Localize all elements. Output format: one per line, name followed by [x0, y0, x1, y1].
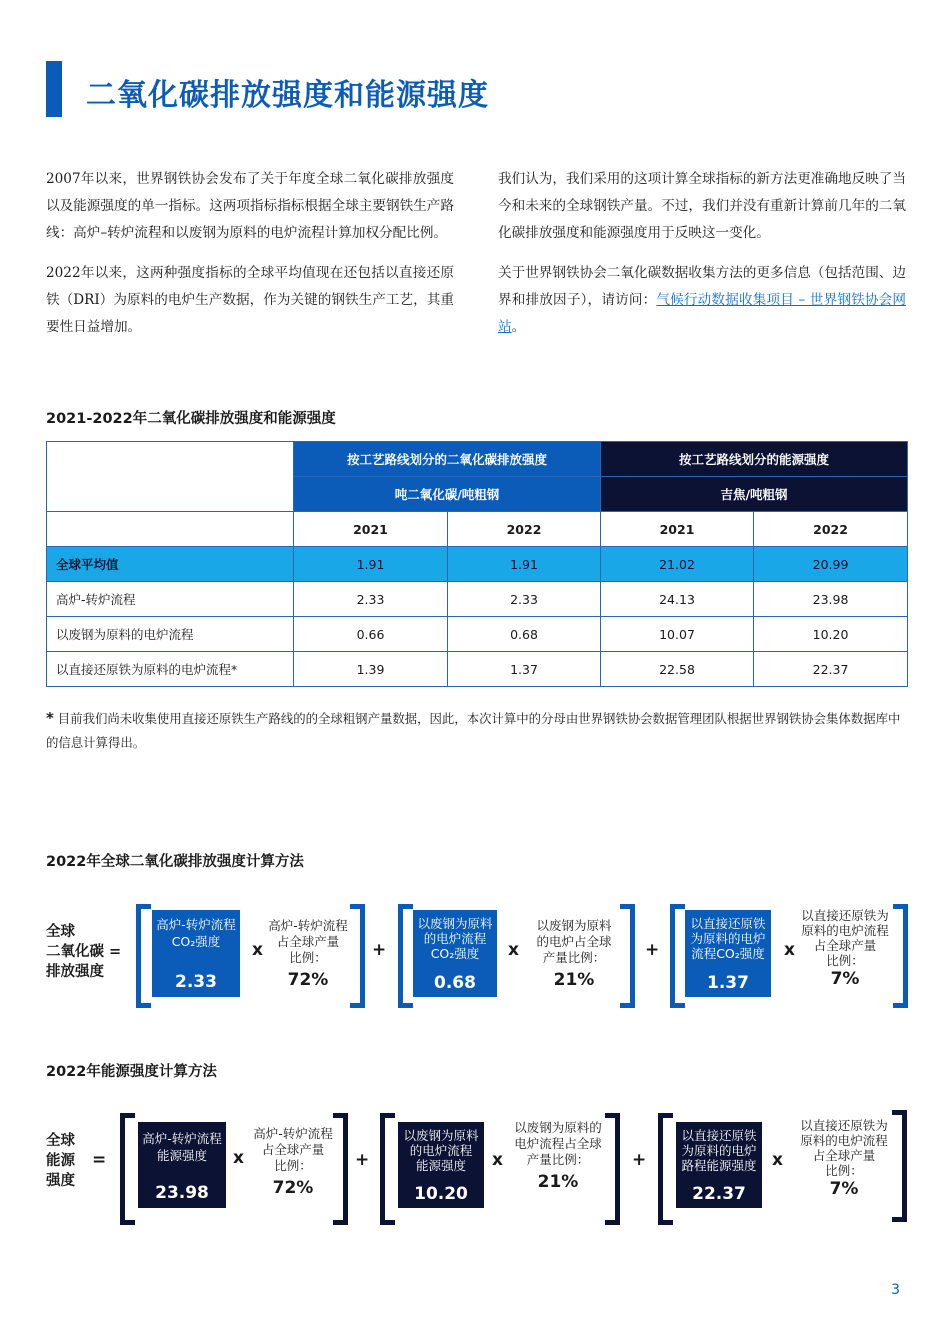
dri-eaf-co2-intensity-box — [685, 910, 771, 997]
multiply-sign: x — [784, 940, 795, 960]
year-header: 2022 — [754, 512, 908, 547]
footnote-text: 目前我们尚未收集使用直接还原铁生产路线的的全球粗钢产量数据，因此，本次计算中的分母由世界钢铁协会数据管理团队根据世界钢铁协会集体数据库中的信息计算得出。 — [46, 711, 901, 750]
left-bracket — [398, 904, 413, 1008]
share-percent: 21% — [537, 1172, 579, 1192]
table-cell: 21.02 — [601, 547, 754, 582]
unit-co2: 吨二氧化碳/吨粗钢 — [294, 477, 601, 512]
plus-sign: + — [632, 1150, 647, 1170]
box-value: 23.98 — [155, 1183, 209, 1203]
bf-bof-energy-intensity-box — [138, 1122, 226, 1208]
bf-bof-share-text — [247, 1126, 339, 1196]
box-line: 为原料的电炉 — [690, 931, 766, 946]
desc-line: 比例： — [289, 950, 327, 965]
box-line: 以废钢为原料 — [417, 916, 493, 931]
dri-eaf-share-text — [792, 1118, 896, 1197]
plus-sign: + — [645, 940, 660, 960]
year-header: 2022 — [448, 512, 601, 547]
box-value: 2.33 — [175, 972, 217, 992]
multiply-sign: x — [772, 1150, 783, 1170]
left-bracket — [670, 904, 685, 1008]
desc-line: 以废钢为原料的 — [514, 1120, 602, 1135]
label-line: 全球 — [46, 1133, 75, 1149]
year-header: 2021 — [601, 512, 754, 547]
table-cell: 23.98 — [754, 582, 908, 617]
header-co2-intensity: 按工艺路线划分的二氧化碳排放强度 — [294, 442, 601, 477]
scrap-eaf-share-text — [508, 1120, 608, 1190]
box-value: 22.37 — [692, 1184, 746, 1204]
intro-paragraph-4 — [498, 260, 906, 341]
climate-action-data-link[interactable]: 气候行动数据收集项目 – 世界钢铁协会网站 — [498, 292, 906, 335]
right-bracket — [893, 904, 908, 1008]
desc-line: 占全球产量 — [276, 934, 340, 949]
box-line: CO₂强度 — [430, 946, 480, 961]
table-cell: 1.39 — [294, 652, 448, 687]
share-percent: 21% — [553, 970, 595, 990]
desc-line: 比例： — [274, 1158, 312, 1173]
table-row-scrap-eaf — [47, 617, 908, 652]
intensity-table — [46, 441, 908, 687]
desc-line: 以废钢为原料 — [536, 918, 612, 933]
table-cell: 1.91 — [294, 547, 448, 582]
table-cell: 10.20 — [754, 617, 908, 652]
multiply-sign: x — [233, 1148, 244, 1168]
multiply-sign: x — [508, 940, 519, 960]
desc-line: 的电炉占全球 — [536, 934, 612, 949]
desc-line: 占全球产量 — [813, 938, 877, 953]
desc-line: 以直接还原铁为 — [800, 1118, 888, 1133]
row-label: 以直接还原铁为原料的电炉流程* — [47, 652, 294, 687]
left-bracket — [380, 1113, 395, 1225]
intro-paragraph-4-end: 。 — [511, 319, 526, 335]
table-row-global-average — [47, 547, 908, 582]
box-line: 以直接还原铁 — [681, 1128, 757, 1143]
box-line: 的电炉流程 — [409, 1143, 473, 1158]
desc-line: 原料的电炉流程 — [801, 923, 889, 938]
share-percent: 72% — [272, 1178, 314, 1198]
header-energy-intensity: 按工艺路线划分的能源强度 — [601, 442, 908, 477]
left-bracket — [136, 904, 151, 1008]
plus-sign: + — [355, 1150, 370, 1170]
desc-line: 高炉-转炉流程 — [268, 918, 348, 933]
desc-line: 比例： — [825, 1163, 863, 1178]
table-cell: 24.13 — [601, 582, 754, 617]
energy-formula-label — [46, 1131, 75, 1191]
desc-line: 高炉-转炉流程 — [253, 1126, 333, 1141]
share-percent: 7% — [829, 1179, 859, 1199]
scrap-eaf-co2-intensity-box — [413, 910, 497, 997]
table-cell: 20.99 — [754, 547, 908, 582]
multiply-sign: x — [252, 940, 263, 960]
intro-paragraph-2: 2022年以来，这两种强度指标的全球平均值现在还包括以直接还原铁（DRI）为原料的电炉生产数据，作为关键的钢铁生产工艺，其重要性日益增加。 — [46, 265, 454, 335]
box-line: 路程能源强度 — [681, 1158, 757, 1173]
box-line: 流程CO₂强度 — [691, 946, 765, 961]
intro-paragraph-3: 我们认为，我们采用的这项计算全球指标的新方法更准确地反映了当今和未来的全球钢铁产量。不过，我们并没有重新计算前几年的二氧化碳排放强度和能源强度用于反映这一变化。 — [498, 171, 906, 241]
box-line: 能源强度 — [415, 1158, 466, 1173]
intro-left-column — [46, 166, 454, 341]
desc-line: 占全球产量 — [812, 1148, 876, 1163]
label-line: 能源 — [46, 1153, 75, 1169]
table-cell: 0.68 — [448, 617, 601, 652]
energy-formula-title: 2022年能源强度计算方法 — [46, 1064, 217, 1080]
box-line: 能源强度 — [156, 1148, 207, 1163]
title-accent-bar — [46, 61, 62, 117]
table-cell: 0.66 — [294, 617, 448, 652]
row-label: 全球平均值 — [47, 547, 294, 582]
multiply-sign: x — [492, 1150, 503, 1170]
row-label: 高炉-转炉流程 — [47, 582, 294, 617]
dri-eaf-share-text — [793, 908, 897, 987]
share-percent: 72% — [287, 970, 329, 990]
desc-line: 电炉流程占全球 — [514, 1136, 602, 1151]
box-line: 高炉-转炉流程 — [156, 917, 236, 932]
page-number: 3 — [891, 1282, 900, 1298]
table-cell: 22.58 — [601, 652, 754, 687]
bf-bof-share-text — [262, 918, 354, 988]
desc-line: 以直接还原铁为 — [801, 908, 889, 923]
table-row-bf-bof — [47, 582, 908, 617]
year-header-empty — [47, 512, 294, 547]
page-title: 二氧化碳排放强度和能源强度 — [86, 78, 489, 113]
dri-eaf-energy-intensity-box — [676, 1122, 762, 1208]
desc-line: 原料的电炉流程 — [800, 1133, 888, 1148]
table-footnote — [46, 706, 908, 755]
left-bracket — [658, 1113, 673, 1225]
right-bracket — [605, 1113, 620, 1225]
right-bracket — [892, 1110, 907, 1222]
bf-bof-co2-intensity-box — [152, 910, 240, 997]
box-line: 为原料的电炉 — [681, 1143, 757, 1158]
desc-line: 占全球产量 — [261, 1142, 325, 1157]
left-bracket — [120, 1113, 135, 1225]
table-cell: 22.37 — [754, 652, 908, 687]
table-cell: 1.91 — [448, 547, 601, 582]
label-line: 全球 — [46, 924, 75, 940]
co2-formula-title: 2022年全球二氧化碳排放强度计算方法 — [46, 854, 304, 870]
box-line: 以废钢为原料 — [403, 1128, 479, 1143]
box-line: 以直接还原铁 — [690, 916, 766, 931]
footnote-star: * — [46, 709, 54, 727]
unit-energy: 吉焦/吨粗钢 — [601, 477, 908, 512]
share-percent: 7% — [830, 969, 860, 989]
desc-line: 产量比例： — [526, 1152, 590, 1167]
right-bracket — [333, 1113, 348, 1225]
box-line: 高炉-转炉流程 — [142, 1131, 222, 1146]
row-label: 以废钢为原料的电炉流程 — [47, 617, 294, 652]
co2-formula-label — [46, 922, 121, 982]
table-cell: 2.33 — [448, 582, 601, 617]
table-row-dri-eaf — [47, 652, 908, 687]
label-line: 二氧化碳 = — [46, 944, 122, 960]
table-corner-cell — [47, 442, 294, 512]
box-value: 1.37 — [707, 973, 749, 993]
box-line: CO₂强度 — [171, 934, 221, 949]
table-cell: 10.07 — [601, 617, 754, 652]
table-cell: 1.37 — [448, 652, 601, 687]
desc-line: 比例： — [826, 953, 864, 968]
intro-paragraph-4-text: 关于世界钢铁协会二氧化碳数据收集方法的更多信息（包括范围、边界和排放因子），请访问： — [498, 265, 906, 308]
box-value: 10.20 — [414, 1184, 468, 1204]
right-bracket — [350, 904, 365, 1008]
scrap-eaf-energy-intensity-box — [398, 1122, 484, 1208]
box-line: 的电炉流程 — [423, 931, 487, 946]
label-line: 强度 — [46, 1173, 75, 1189]
intro-paragraph-1: 2007年以来，世界钢铁协会发布了关于年度全球二氧化碳排放强度以及能源强度的单一指标。这两项指标指标根据全球主要钢铁生产路线：高炉–转炉流程和以废钢为原料的电炉流程计算加权分配比例。 — [46, 171, 454, 241]
table-cell: 2.33 — [294, 582, 448, 617]
label-line: 排放强度 — [46, 964, 104, 980]
year-header: 2021 — [294, 512, 448, 547]
table-title: 2021-2022年二氧化碳排放强度和能源强度 — [46, 411, 336, 427]
desc-line: 产量比例： — [542, 950, 606, 965]
scrap-eaf-share-text — [526, 918, 622, 988]
box-value: 0.68 — [434, 973, 476, 993]
intro-right-column — [498, 166, 906, 341]
plus-sign: + — [372, 940, 387, 960]
equals-sign: = — [92, 1150, 107, 1170]
right-bracket — [620, 904, 635, 1008]
